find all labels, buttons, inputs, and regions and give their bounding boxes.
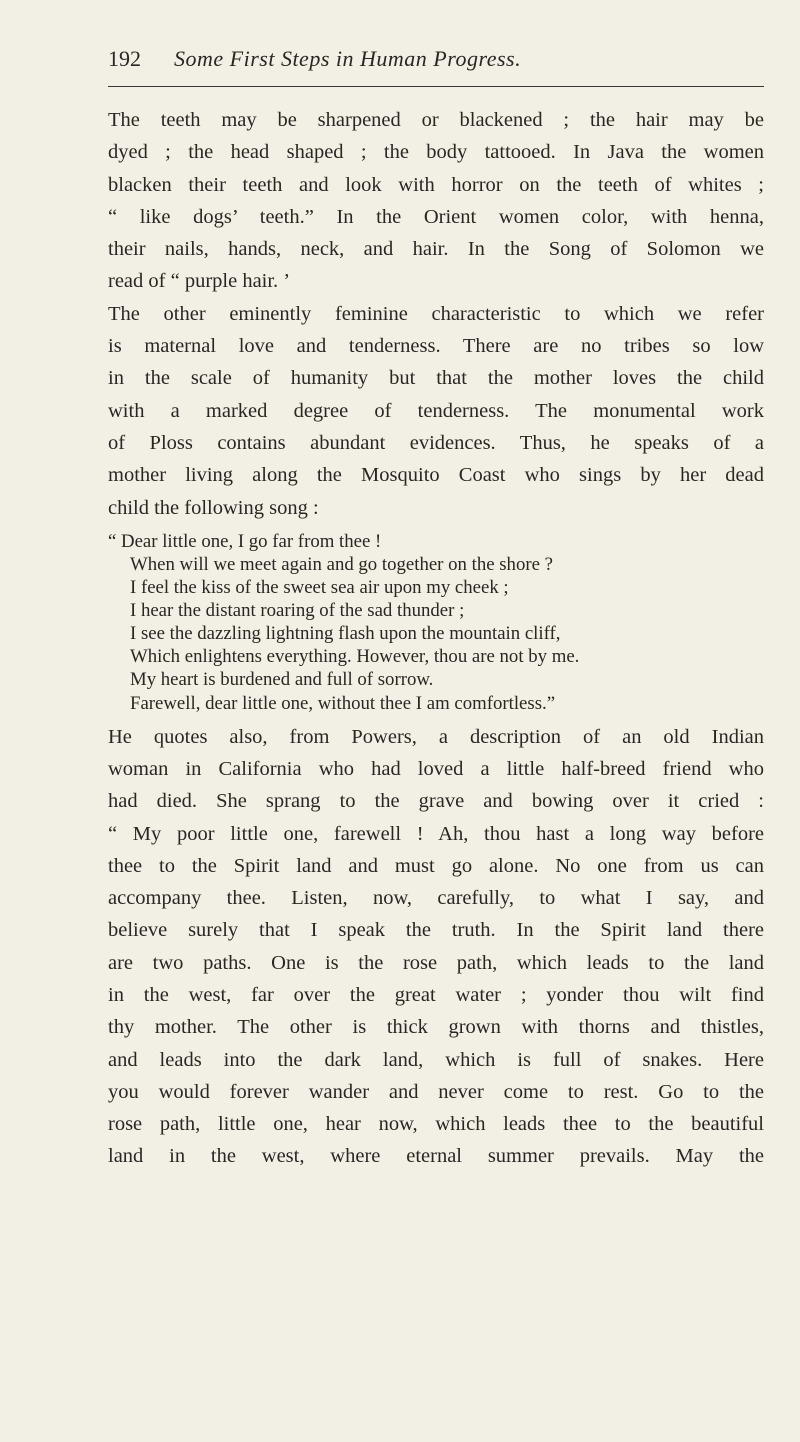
poem-line: My heart is burdened and full of sorrow.: [130, 669, 434, 691]
running-title: Some First Steps in Human Progress.: [174, 46, 522, 71]
header-rule: [108, 86, 764, 87]
text-line: blacken their teeth and look with horror on the teeth of whites ;: [108, 173, 764, 196]
poem-line: I hear the distant roaring of the sad thunder ;: [130, 600, 465, 622]
text-line: The other eminently feminine characteristic to which we refer: [108, 302, 764, 325]
poem-line: Which enlightens everything. However, thou are not by me.: [130, 646, 580, 668]
page-number: 192: [108, 46, 141, 71]
text-line: you would forever wander and never come to rest. Go to the: [108, 1080, 764, 1103]
page-header: [108, 46, 764, 72]
text-line: of Ploss contains abundant evidences. Thus, he speaks of a: [108, 431, 764, 454]
text-line: rose path, little one, hear now, which leads thee to the beautiful: [108, 1113, 764, 1136]
text-line: mother living along the Mosquito Coast who sings by her dead: [108, 464, 764, 487]
text-line: read of “ purple hair. ’: [108, 270, 291, 293]
text-line: in the scale of humanity but that the mother loves the child: [108, 367, 764, 390]
text-line: believe surely that I speak the truth. In the Spirit land there: [108, 919, 764, 942]
text-line: The teeth may be sharpened or blackened ; the hair may be: [108, 109, 764, 131]
poem-line: “ Dear little one, I go far from thee !: [108, 530, 382, 552]
text-line: land in the west, where eternal summer prevails. May the: [108, 1145, 764, 1168]
text-line: in the west, far over the great water ; yonder thou wilt find: [108, 983, 764, 1006]
paragraph: [108, 298, 764, 524]
text-line: with a marked degree of tenderness. The monumental work: [108, 399, 764, 422]
text-line: is maternal love and tenderness. There are no tribes so low: [108, 335, 764, 358]
poem: [108, 530, 764, 715]
text-line: dyed ; the head shaped ; the body tattooed. In Java the women: [108, 141, 764, 164]
text-line: thy mother. The other is thick grown with thorns and thistles,: [108, 1016, 764, 1039]
text-line: “ like dogs’ teeth.” In the Orient women color, with henna,: [108, 205, 764, 228]
text-line: and leads into the dark land, which is full of snakes. Here: [108, 1048, 764, 1071]
text-line: “ My poor little one, farewell ! Ah, thou hast a long way before: [108, 822, 764, 845]
text-line: had died. She sprang to the grave and bowing over it cried :: [108, 790, 764, 813]
text-line: He quotes also, from Powers, a description of an old Indian: [108, 725, 764, 748]
paragraph: [108, 104, 764, 298]
text-line: their nails, hands, neck, and hair. In the Song of Solomon we: [108, 238, 764, 261]
poem-line: When will we meet again and go together on the shore ?: [130, 553, 553, 575]
poem-line: I feel the kiss of the sweet sea air upon my cheek ;: [130, 577, 509, 599]
body-text: [108, 104, 764, 1173]
text-line: are two paths. One is the rose path, which leads to the land: [108, 951, 764, 974]
poem-line: I see the dazzling lightning flash upon the mountain cliff,: [130, 623, 561, 645]
text-line: woman in California who had loved a little half-breed friend who: [108, 757, 764, 780]
paragraph: [108, 721, 764, 1173]
poem-line: Farewell, dear little one, without thee I am comfortless.”: [130, 692, 556, 714]
text-line: accompany thee. Listen, now, carefully, to what I say, and: [108, 887, 764, 910]
text-line: child the following song :: [108, 496, 319, 519]
text-line: thee to the Spirit land and must go alone. No one from us can: [108, 854, 764, 877]
